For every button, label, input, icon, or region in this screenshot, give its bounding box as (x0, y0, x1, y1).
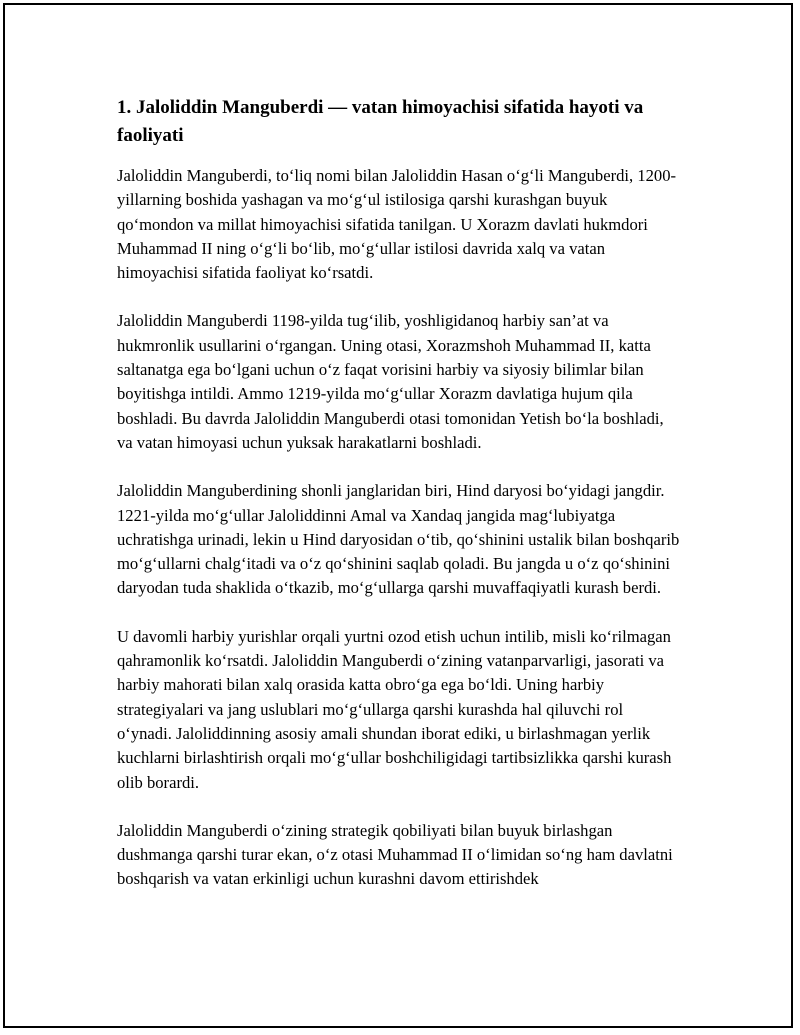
paragraph-5: Jaloliddin Manguberdi o‘zining strategik qobiliyati bilan buyuk birlashgan dushmanga qarshi turar ekan, o‘z otasi Muhammad II o‘limidan so‘ng ham davlatni boshqarish va vatan erkinligi uchun kurashni davom ettirishdek (117, 820, 673, 889)
paragraph-1: Jaloliddin Manguberdi, to‘liq nomi bilan Jaloliddin Hasan o‘g‘li Manguberdi, 1200-yillarning boshida yashagan va mo‘g‘ul istilosiga qarshi kurashgan buyuk qo‘mondon va millat himoyachisi sifatida tanilgan. U Xorazm davlati hukmdori Muhammad II ning o‘g‘li bo‘lib, mo‘g‘ullar istilosi davrida xalq va vatan himoyachisi sifatida faoliyat ko‘rsatdi. (117, 166, 677, 283)
paragraph-3: Jaloliddin Manguberdining shonli janglaridan biri, Hind daryosi bo‘yidagi jangdir. 1221-yilda mo‘g‘ullar Jaloliddinni Amal va Xandaq jangida mag‘lubiyatga uchratishga urinadi, lekin u Hind daryosidan o‘tib, qo‘shinini ustalik bilan boshqarib mo‘g‘ullarni chalg‘itadi va o‘z qo‘shinini saqlab qoladi. Bu jangda u o‘z qo‘shinini daryodan tuda shaklida o‘tkazib, mo‘g‘ullarga qarshi muvaffaqiyatli kurash berdi. (117, 481, 680, 598)
document-heading: 1. Jaloliddin Manguberdi — vatan himoyachisi sifatida hayoti va faoliyati (117, 97, 644, 146)
paragraph-4: U davomli harbiy yurishlar orqali yurtni ozod etish uchun intilib, misli ko‘rilmagan qahramonlik ko‘rsatdi. Jaloliddin Manguberdi o‘zining vatanparvarligi, jasorati va harbiy mahorati bilan xalq orasida katta obro‘ga ega bo‘ldi. Uning harbiy strategiyalari va jang uslublari mo‘g‘ullarga qarshi kurashda hal qiluvchi rol o‘ynadi. Jaloliddinning asosiy amali shundan iborat ediki, u birlashmagan yerlik kuchlarni birlashtirish orqali mo‘g‘ullar boshchiligidagi tartibsizlikka qarshi kurash olib borardi. (117, 626, 672, 792)
paragraph-2: Jaloliddin Manguberdi 1198-yilda tug‘ilib, yoshligidanoq harbiy san’at va hukmronlik usullarini o‘rgangan. Uning otasi, Xorazmshoh Muhammad II, katta saltanatga ega bo‘lgani uchun o‘z faqat vorisini harbiy va siyosiy bilimlar bilan boyitishga intildi. Ammo 1219-yilda mo‘g‘ullar Xorazm davlatiga hujum qila boshladi. Bu davrda Jaloliddin Manguberdi otasi tomonidan Yetish bo‘la boshladi, va vatan himoyasi uchun yuksak harakatlarni boshladi. (117, 311, 664, 452)
document-body (117, 94, 682, 916)
